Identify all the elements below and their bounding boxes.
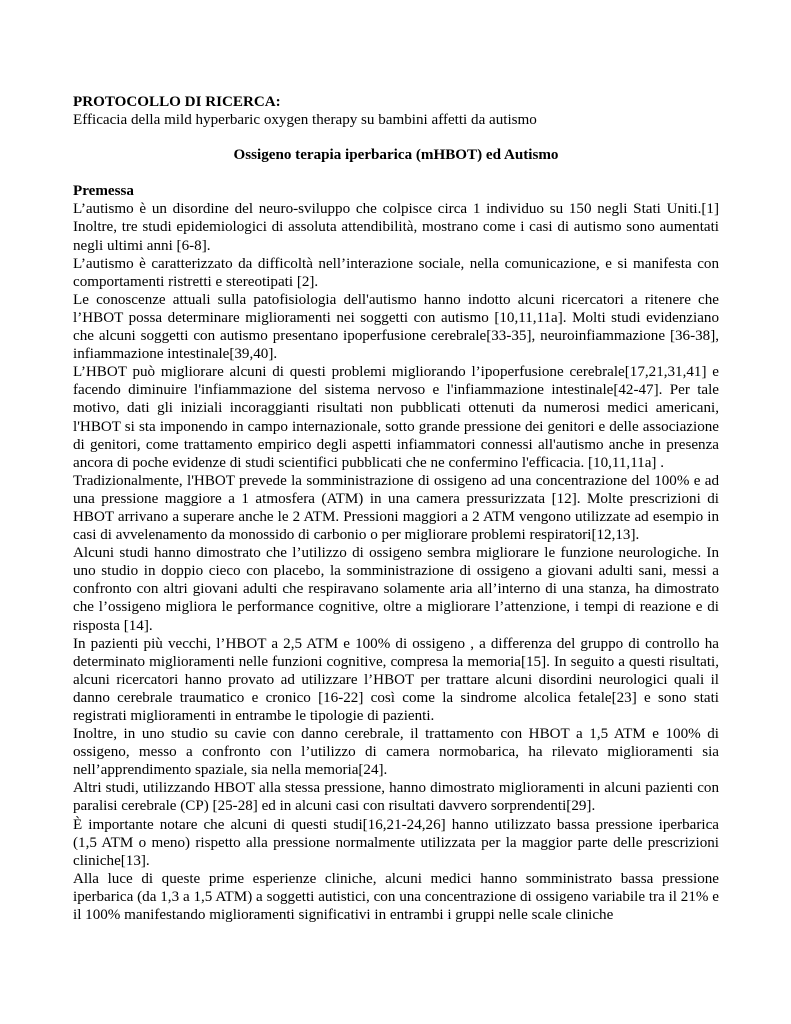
paragraph-6: Alcuni studi hanno dimostrato che l’utilizzo di ossigeno sembra migliorare le funzione neurologiche. In uno studio in doppio cieco con placebo, la somministrazione di ossigeno a giovani adulti sani, messi a confronto con altri giovani adulti che respiravano solamente aria all’interno di una stanza, ha dimostrato che l’ossigeno migliora le performance cognitive, oltre a migliorare l’attenzione, i tempi di reazione e di risposta [14]. bbox=[73, 545, 719, 634]
paragraph-10: È importante notare che alcuni di questi studi[16,21-24,26] hanno utilizzato bassa pressione iperbarica (1,5 ATM o meno) rispetto alla pressione normalmente utilizzata per la maggior parte delle prescrizioni cliniche[13]. bbox=[73, 816, 719, 869]
section-heading: Ossigeno terapia iperbarica (mHBOT) ed Autismo bbox=[233, 147, 559, 164]
paragraph-8: Inoltre, in uno studio su cavie con danno cerebrale, il trattamento con HBOT a 1,5 ATM e 100% di ossigeno, messo a confronto con l’utilizzo di camera normobarica, ha rilevato miglioramenti sia nell’apprendimento spaziale, sia nella memoria[24]. bbox=[73, 726, 719, 779]
section-subheading: Premessa bbox=[73, 183, 134, 200]
document-title: PROTOCOLLO DI RICERCA: bbox=[73, 94, 281, 110]
paragraph-7: In pazienti più vecchi, l’HBOT a 2,5 ATM e 100% di ossigeno , a differenza del gruppo di controllo ha determinato miglioramenti nelle funzioni cognitive, compresa la memoria[15]. In seguito a questi risultati, alcuni ricercatori hanno provato ad utilizzare l’HBOT per trattare alcuni disordini neurologici quali il danno cerebrale traumatico e cronico [16-22] così come la sindrome alcolica fetale[23] e sono stati registrati miglioramenti in entrambe le tipologie di pazienti. bbox=[73, 635, 719, 724]
paragraph-1: L’autismo è un disordine del neuro-sviluppo che colpisce circa 1 individuo su 150 negli Stati Uniti.[1] Inoltre, tre studi epidemiologici di assoluta attendibilità, mostrano come i casi di autismo sono aumentati negli ultimi anni [6-8]. bbox=[73, 201, 719, 254]
paragraph-9: Altri studi, utilizzando HBOT alla stessa pressione, hanno dimostrato miglioramenti in alcuni pazienti con paralisi cerebrale (CP) [25-28] ed in alcuni casi con risultati davvero sorprendenti[29]. bbox=[73, 780, 719, 815]
paragraph-4: L’HBOT può migliorare alcuni di questi problemi migliorando l’ipoperfusione cerebrale[17,21,31,41] e facendo diminuire l'infiammazione del sistema nervoso e l'infiammazione intestinale[42-47]. Per tale motivo, dati gli iniziali incoraggianti risultati non pubblicati ottenuti da numerosi medici americani, l'HBOT si sta imponendo in campo internazionale, sotto grande pressione dei genitori e delle associazione di genitori, come trattamento empirico degli aspetti infiammatori connessi all'autismo anche in presenza ancora di poche evidenze di studi scientifici pubblicati che ne confermino l'efficacia. [10,11,11a] . bbox=[73, 364, 719, 471]
document-subtitle: Efficacia della mild hyperbaric oxygen therapy su bambini affetti da autismo bbox=[73, 112, 537, 129]
paragraph-5: Tradizionalmente, l'HBOT prevede la somministrazione di ossigeno ad una concentrazione del 100% e ad una pressione maggiore a 1 atmosfera (ATM) in una camera pressurizzata [12]. Molte prescrizioni di HBOT arrivano a superare anche le 2 ATM. Pressioni maggiori a 2 ATM vengono utilizzate ad esempio in casi di avvelenamento da monossido di carbonio o per migliorare problemi respiratori[12,13]. bbox=[73, 472, 719, 544]
paragraph-3: Le conoscenze attuali sulla patofisiologia dell'autismo hanno indotto alcuni ricercatori a ritenere che l’HBOT possa determinare miglioramenti nei soggetti con autismo [10,11,11a]. Molti studi evidenziano che alcuni soggetti con autismo presentano ipoperfusione cerebrale[33-35], neuroinfiammazione [36-38], infiammazione intestinale[39,40]. bbox=[73, 291, 719, 363]
paragraph-11: Alla luce di queste prime esperienze cliniche, alcuni medici hanno somministrato bassa pressione iperbarica (da 1,3 a 1,5 ATM) a soggetti autistici, con una concentrazione di ossigeno variabile tra il 21% e il 100% manifestando miglioramenti significativi in entrambi i gruppi nelle scale cliniche bbox=[73, 870, 719, 924]
document-page bbox=[73, 93, 719, 924]
paragraph-2: L’autismo è caratterizzato da difficoltà nell’interazione sociale, nella comunicazione, e si manifesta con comportamenti ristretti e stereotipati [2]. bbox=[73, 255, 719, 290]
